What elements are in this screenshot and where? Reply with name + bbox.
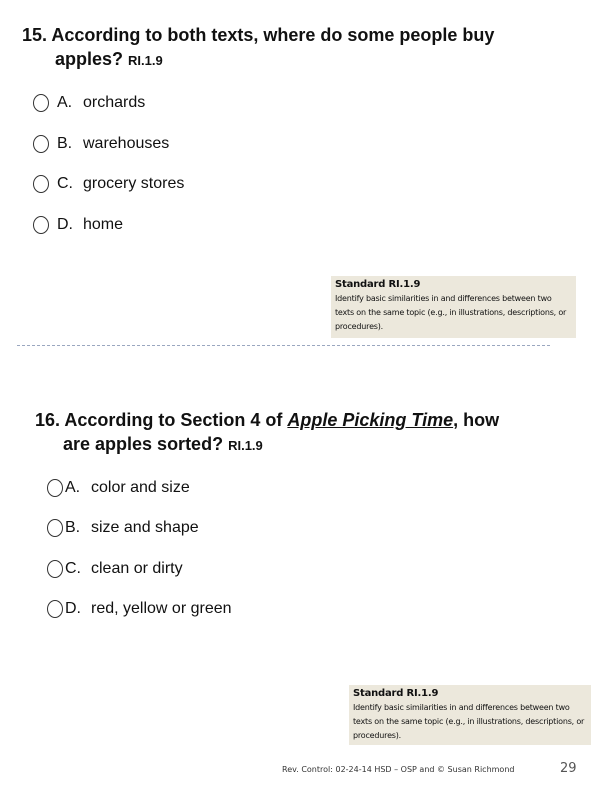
book-title: Apple Picking Time: [287, 410, 454, 430]
radio-button-icon[interactable]: [47, 560, 63, 578]
standard-description: Identify basic similarities in and differences between two texts on the same topic (e.g., in illustrations, descriptions, or procedures).: [353, 703, 585, 740]
section-divider: [17, 345, 550, 346]
option-letter: C.: [57, 175, 73, 192]
option-text: size and shape: [91, 519, 199, 536]
question-15-option-a[interactable]: [33, 91, 145, 115]
standard-box-16: [349, 685, 591, 745]
option-text: orchards: [83, 94, 146, 111]
option-letter: B.: [65, 519, 81, 536]
radio-button-icon[interactable]: [33, 175, 49, 193]
option-text: grocery stores: [83, 175, 185, 192]
question-16-option-c[interactable]: [47, 557, 183, 581]
question-16-option-d[interactable]: [47, 597, 232, 621]
option-text: clean or dirty: [91, 560, 183, 577]
option-letter: B.: [57, 135, 73, 152]
question-15-option-b[interactable]: [33, 132, 169, 156]
question-16-suffix: , how: [453, 410, 500, 430]
page-number: 29: [560, 761, 577, 776]
question-15-line1: 15. According to both texts, where do some people buy: [22, 25, 495, 45]
radio-button-icon[interactable]: [33, 135, 49, 153]
question-16-option-a[interactable]: [47, 476, 190, 500]
radio-button-icon[interactable]: [47, 600, 63, 618]
option-letter: C.: [65, 560, 81, 577]
option-letter: A.: [65, 479, 81, 496]
radio-button-icon[interactable]: [33, 94, 49, 112]
radio-button-icon[interactable]: [33, 216, 49, 234]
question-15-line2: apples?: [55, 49, 124, 69]
standard-box-15: [331, 276, 576, 338]
question-16-title: [35, 408, 499, 458]
radio-button-icon[interactable]: [47, 519, 63, 537]
radio-button-icon[interactable]: [47, 479, 63, 497]
option-text: home: [83, 216, 124, 233]
option-text: red, yellow or green: [91, 600, 232, 617]
question-15-standard-tag: RI.1.9: [128, 53, 163, 68]
question-15-option-c[interactable]: [33, 172, 184, 196]
option-text: color and size: [91, 479, 190, 496]
question-15-title: [22, 23, 494, 73]
option-text: warehouses: [83, 135, 170, 152]
question-16-standard-tag: RI.1.9: [228, 438, 263, 453]
option-letter: D.: [57, 216, 73, 233]
footer-revision-text: Rev. Control: 02-24-14 HSD – OSP and © Susan Richmond: [282, 765, 515, 774]
question-16-option-b[interactable]: [47, 516, 199, 540]
question-16-line2: are apples sorted?: [63, 434, 224, 454]
standard-description: Identify basic similarities in and differences between two texts on the same topic (e.g., in illustrations, descriptions, or procedures).: [335, 294, 567, 331]
standard-title: Standard RI.1.9: [335, 279, 421, 290]
question-15-option-d[interactable]: [33, 213, 123, 237]
option-letter: A.: [57, 94, 73, 111]
option-letter: D.: [65, 600, 81, 617]
question-16-prefix: 16. According to Section 4 of: [35, 410, 283, 430]
standard-title: Standard RI.1.9: [353, 688, 439, 699]
